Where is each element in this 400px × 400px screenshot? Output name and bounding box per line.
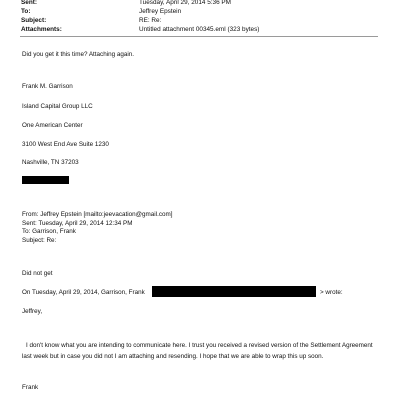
signature-city: Nashville, TN 37203 — [22, 159, 79, 166]
attachments-label: Attachments: — [21, 26, 62, 33]
to-label: To: — [21, 8, 31, 15]
to-value: Jeffrey Epstein — [139, 8, 182, 15]
redaction-block — [152, 286, 316, 297]
signature-building: One American Center — [22, 122, 83, 129]
subject-value: RE: Re: — [139, 17, 162, 24]
reply-suffix: > wrote: — [320, 289, 343, 296]
quoted-sent: Sent: Tuesday, April 29, 2014 12:34 PM — [22, 220, 133, 227]
quoted-from: From: Jeffrey Epstein [mailto:jeevacation@gmail.com] — [22, 211, 173, 218]
sent-label: Sent: — [21, 0, 37, 6]
signature-name: Frank M. Garrison — [22, 83, 73, 90]
reply-prefix: On Tuesday, April 29, 2014, Garrison, Frank — [22, 289, 145, 296]
sent-value: Tuesday, April 29, 2014 5:36 PM — [139, 0, 232, 6]
message-line: Did you get it this time? Attaching again. — [22, 51, 135, 58]
subject-label: Subject: — [21, 17, 47, 24]
header-divider — [20, 36, 378, 37]
signature-street: 3100 West End Ave Suite 1230 — [22, 141, 109, 148]
redaction-block — [22, 176, 69, 184]
closing-name: Frank — [22, 384, 39, 391]
attachment-link[interactable]: Untitled attachment 00345.eml (323 bytes) — [139, 26, 260, 33]
signature-company: Island Capital Group LLC — [22, 103, 93, 110]
quoted-subject: Subject: Re: — [22, 237, 57, 244]
quoted-to: To: Garrison, Frank — [22, 228, 76, 235]
quoted-body: Did not get — [22, 270, 53, 277]
message-paragraph: I don't know what you are intending to communicate here. I trust you received a revised version of the Settlement Agreement last week but in case you did not I am attaching and resending. I hope that we are able to wrap this up soon. — [22, 342, 373, 360]
greeting: Jeffrey, — [22, 308, 43, 315]
